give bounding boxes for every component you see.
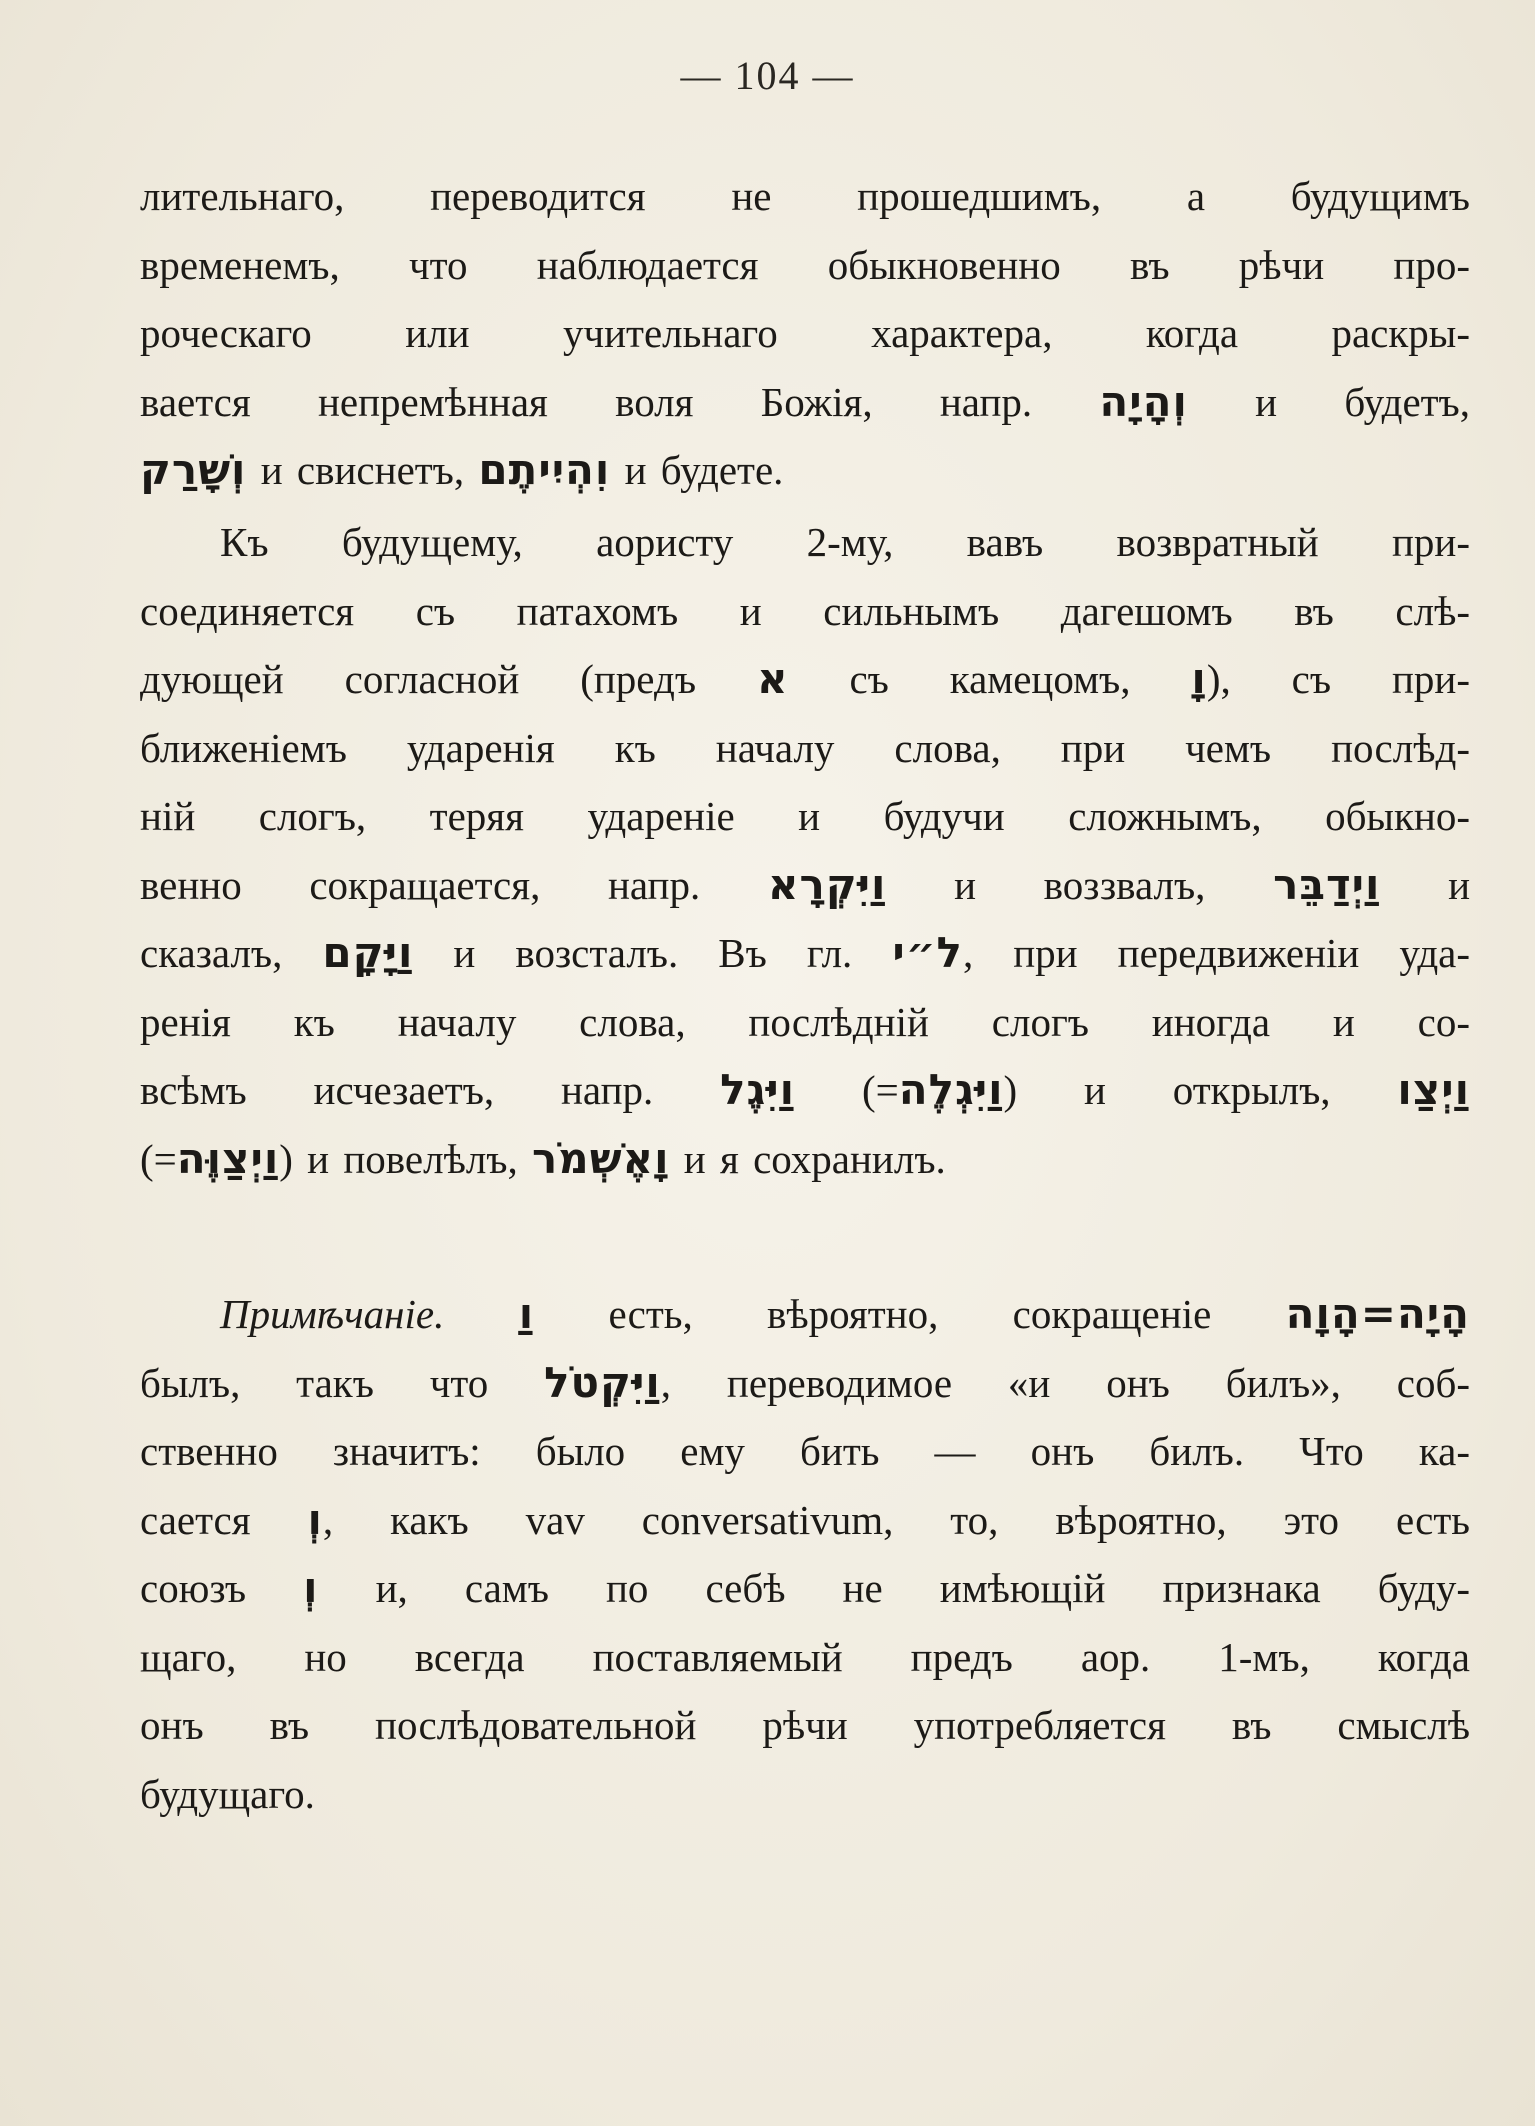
text-line: ственно значитъ: было ему бить — онъ билъ. Что ка- xyxy=(140,1428,1470,1474)
hebrew-word: הָיָה=הָוָה xyxy=(1285,1289,1471,1338)
hebrew-word: וַיָּקָם xyxy=(322,928,414,977)
text-line xyxy=(140,1280,1470,1349)
text-line xyxy=(140,645,1470,714)
text-line: Къ будущему, аористу 2-му, вавъ возвратный при- xyxy=(220,519,1470,565)
text-fragment: съ камецомъ, xyxy=(849,656,1131,702)
hebrew-word: וַיְדַבֵּר xyxy=(1273,859,1381,909)
hebrew-word: וַיְצַוֶּה xyxy=(176,1133,280,1183)
text-fragment: и возсталъ. Въ гл. xyxy=(453,930,853,976)
paragraph-2 xyxy=(140,508,1470,1193)
text-fragment: союзъ xyxy=(140,1565,247,1611)
text-fragment: есть, вѣроятно, сокращеніе xyxy=(608,1291,1212,1337)
text-fragment: и, самъ по себѣ не имѣющій признака буду- xyxy=(375,1565,1471,1611)
text-line xyxy=(140,436,1470,505)
text-fragment: вается непремѣнная воля Божія, напр. xyxy=(140,378,1033,425)
hebrew-letter: וְ xyxy=(303,1563,319,1612)
text-fragment: сказалъ, xyxy=(140,930,283,976)
text-line: соединяется съ патахомъ и сильнымъ дагешомъ въ слѣ- xyxy=(140,587,1470,634)
text-line: временемъ, что наблюдается обыкновенно въ рѣчи про- xyxy=(140,241,1470,288)
text-line: ближеніемъ ударенія къ началу слова, при чемъ послѣд- xyxy=(140,724,1470,771)
hebrew-word: וַיִּקְרָא xyxy=(767,859,887,909)
text-line xyxy=(140,1125,1470,1194)
text-fragment: былъ, такъ что xyxy=(140,1359,489,1406)
hebrew-word: וַיִּגֶל xyxy=(720,1065,796,1114)
text-fragment: (= xyxy=(861,1067,899,1113)
text-line xyxy=(140,1486,1470,1555)
text-fragment: (= xyxy=(140,1135,177,1182)
text-fragment: и я сохранилъ. xyxy=(683,1135,946,1182)
text-fragment: , при передвиженіи уда- xyxy=(962,930,1471,976)
hebrew-abbreviation: ל״י xyxy=(892,928,963,977)
text-line: лительнаго, переводится не прошедшимъ, а будущимъ xyxy=(140,173,1470,219)
text-fragment: и будете. xyxy=(624,447,784,493)
text-fragment: и воззвалъ, xyxy=(954,861,1206,908)
text-fragment: венно сокращается, напр. xyxy=(140,861,701,908)
text-line: щаго, но всегда поставляемый предъ аор. 1-мъ, когда xyxy=(140,1633,1470,1680)
hebrew-letter: וָ xyxy=(1191,654,1207,703)
text-line xyxy=(140,1056,1470,1125)
text-fragment: ), съ при- xyxy=(1206,656,1470,702)
hebrew-word: וַיִּגְלֶה xyxy=(898,1065,1004,1114)
hebrew-word: וָאֶשְׁמֹר xyxy=(532,1133,670,1183)
hebrew-word: וַיְצַו xyxy=(1397,1065,1471,1114)
text-line: будущаго. xyxy=(140,1770,315,1817)
text-line xyxy=(140,851,1470,920)
hebrew-word: וְשָׁרַק xyxy=(140,445,247,494)
text-line: роческаго или учительнаго характера, когда раскры- xyxy=(140,310,1470,356)
text-line: ній слогъ, теряя удареніе и будучи сложнымъ, обыкно- xyxy=(140,793,1470,839)
text-fragment: дующей согласной (предъ xyxy=(140,656,697,702)
hebrew-word: וַיִּקְטֹל xyxy=(544,1357,661,1407)
text-fragment: , какъ vav conversativum, то, вѣроятно, это есть xyxy=(322,1496,1470,1543)
text-line: онъ въ послѣдовательной рѣчи употребляется въ смыслѣ xyxy=(140,1702,1470,1748)
note-heading: Примѣчаніе. xyxy=(220,1291,445,1337)
text-fragment: всѣмъ исчезаетъ, напр. xyxy=(140,1067,654,1113)
text-fragment: сается xyxy=(140,1496,251,1543)
text-line xyxy=(140,368,1470,437)
hebrew-letter: א xyxy=(756,654,789,703)
text-line xyxy=(140,1349,1470,1418)
paragraph-1 xyxy=(140,162,1470,505)
text-line xyxy=(140,919,1470,988)
text-fragment: ) и открылъ, xyxy=(1003,1067,1331,1113)
text-fragment: ) и повелѣлъ, xyxy=(279,1135,518,1182)
text-fragment: и будетъ, xyxy=(1255,378,1471,425)
hebrew-letter: וְ xyxy=(307,1494,323,1544)
text-fragment: , переводимое «и онъ билъ», соб- xyxy=(660,1359,1470,1406)
text-fragment: и свиснетъ, xyxy=(260,447,465,493)
note-paragraph xyxy=(140,1280,1470,1828)
text-line xyxy=(140,1554,1470,1623)
hebrew-word: וְהָיָה xyxy=(1099,376,1188,426)
page-number: — 104 — xyxy=(680,53,855,98)
hebrew-letter: וַ xyxy=(518,1289,535,1338)
text-line: ренія къ началу слова, послѣдній слогъ иногда и со- xyxy=(140,998,1470,1045)
text-fragment: и xyxy=(1448,861,1471,908)
hebrew-word: וִהְיִיתֶם xyxy=(478,445,611,494)
